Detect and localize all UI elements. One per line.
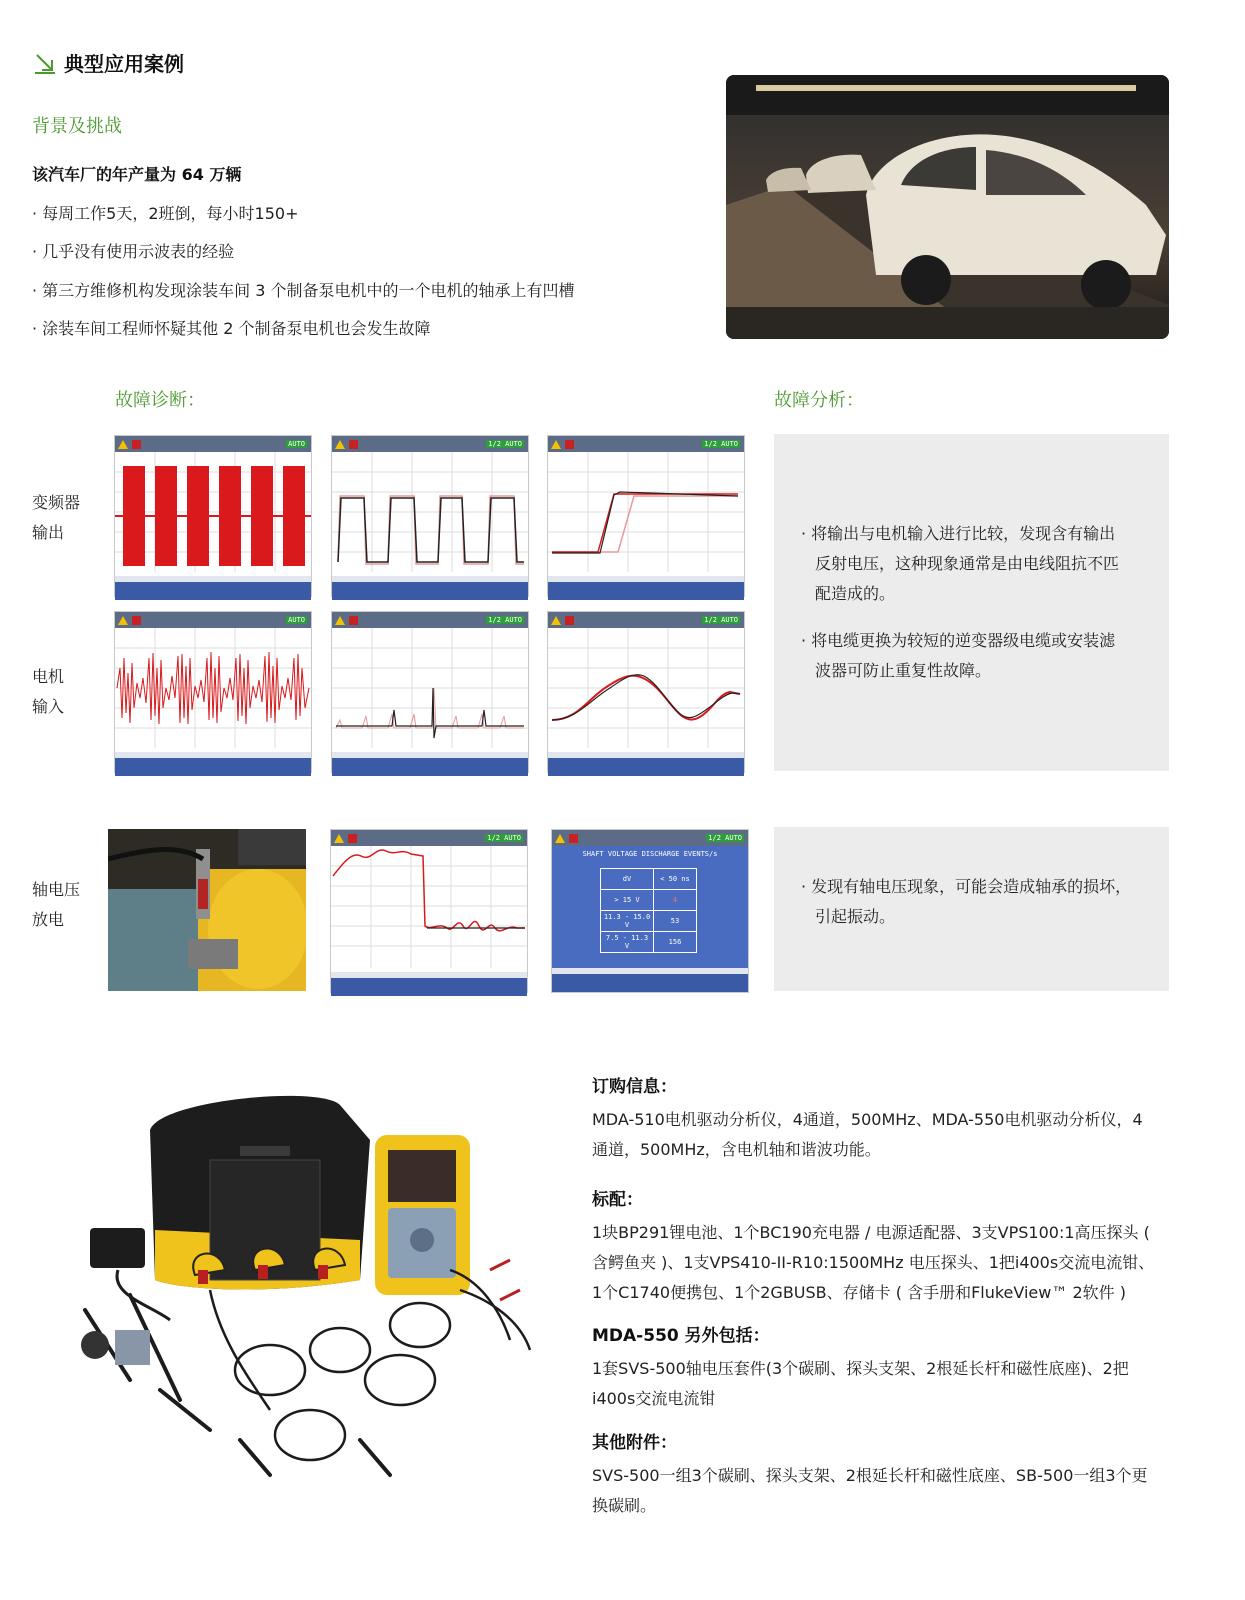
scope-screen [331,611,529,773]
waveform-chart [115,628,311,748]
factory-photo [726,75,1169,339]
extra-heading: MDA-550 另外包括： [592,1326,770,1346]
standard-body [592,1218,1154,1308]
row-label-inverter [32,488,80,548]
table-cell: 53 [654,911,697,932]
analysis-text [801,519,1119,686]
row-label-line: 放电 [32,910,65,929]
standard-line: 含鳄鱼夹 )、1支VPS410-II-R10:1500MHz 电压探头、1把i400s交流电流钳、 [592,1253,1155,1272]
analysis-line: · 发现有轴电压现象，可能会造成轴承的损坏， [801,877,1132,896]
waveform-chart [332,452,528,572]
bullet-item: · 第三方维修机构发现涂装车间 3 个制备泵电机中的一个电机的轴承上有凹槽 [32,281,575,300]
scope-screen [551,829,749,993]
scope-screen [114,611,312,773]
order-line: MDA-510电机驱动分析仪，4通道，500MHz、MDA-550电机驱动分析仪，4 [592,1110,1143,1129]
row-label-line: 输出 [32,523,65,542]
event-table [600,868,697,953]
standard-line: 1个C1740便携包、1个2GBUSB、存储卡 ( 含手册和FlukeView™ 2软件 ) [592,1283,1126,1302]
arrow-down-right-icon [34,52,56,74]
analysis-panel [774,434,1169,771]
waveform-chart [548,452,744,572]
row-label-motor [32,662,64,722]
waveform-chart [115,452,311,572]
product-kit-photo [70,1080,550,1500]
bullet-item: · 几乎没有使用示波表的经验 [32,242,235,261]
table-cell: dV [601,869,654,890]
scope-screen [547,611,745,773]
scope-screen [330,829,528,993]
table-cell: 4 [654,890,697,911]
analysis-heading: 故障分析： [774,390,864,411]
section-title [34,48,184,77]
scope-mode-label: 1/2 AUTO [704,616,738,624]
order-heading: 订购信息： [592,1077,677,1097]
discharge-table [552,846,748,968]
row-label-line: 轴电压 [32,880,81,899]
row-label-line: 电机 [32,667,65,686]
bullet-item: · 涂装车间工程师怀疑其他 2 个制备泵电机也会发生故障 [32,319,431,338]
background-heading: 背景及挑战 [32,116,122,137]
row-label-shaft [32,875,80,935]
scope-mode-label: 1/2 AUTO [704,440,738,448]
accessories-line: 换碳刷。 [592,1496,657,1515]
standard-heading: 标配： [592,1190,643,1210]
bullet-item: · 每周工作5天，2班倒，每小时150+ [32,204,299,223]
waveform-chart [548,628,744,748]
order-body [592,1105,1143,1165]
scope-screen [547,435,745,597]
table-cell: > 15 V [601,890,654,911]
extra-line: 1套SVS-500轴电压套件(3个碳刷、探头支架、2根延长杆和磁性底座)、2把 [592,1359,1129,1378]
table-title: SHAFT VOLTAGE DISCHARGE EVENTS/s [582,850,718,858]
analysis-line: 反射电压，这种现象通常是由电线阻抗不匹 [815,554,1120,573]
scope-mode-label: AUTO [288,440,305,448]
scope-screen [331,435,529,597]
accessories-line: SVS-500一组3个碳刷、探头支架、2根延长杆和磁性底座、SB-500一组3个更 [592,1466,1148,1485]
table-cell: 156 [654,932,697,953]
analysis-line: 波器可防止重复性故障。 [815,661,992,680]
analysis-line: 配造成的。 [815,584,896,603]
analysis-text [801,872,1131,932]
row-label-line: 变频器 [32,493,81,512]
waveform-chart [331,846,527,968]
analysis-panel [774,827,1169,991]
scope-mode-label: 1/2 AUTO [488,440,522,448]
table-cell: 7.5 - 11.3 V [601,932,654,953]
shaft-photo [108,829,306,991]
accessories-heading: 其他附件： [592,1433,677,1453]
extra-body [592,1354,1129,1414]
analysis-line: · 将输出与电机输入进行比较，发现含有输出 [801,524,1116,543]
accessories-body [592,1461,1148,1521]
standard-line: 1块BP291锂电池、1个BC190充电器 / 电源适配器、3支VPS100:1高压探头 ( [592,1223,1150,1242]
scope-screen [114,435,312,597]
extra-line: i400s交流电流钳 [592,1389,716,1408]
analysis-line: 引起振动。 [815,907,896,926]
table-cell: < 50 ns [654,869,697,890]
section-title-text: 典型应用案例 [64,52,184,76]
table-cell: 11.3 - 15.0 V [601,911,654,932]
analysis-line: · 将电缆更换为较短的逆变器级电缆或安装滤 [801,631,1116,650]
scope-mode-label: 1/2 AUTO [708,834,742,842]
waveform-chart [332,628,528,748]
scope-mode-label: AUTO [288,616,305,624]
lead-text: 该汽车厂的年产量为 64 万辆 [32,165,242,184]
order-line: 通道，500MHz，含电机轴和谐波功能。 [592,1140,881,1159]
scope-mode-label: 1/2 AUTO [487,834,521,842]
scope-mode-label: 1/2 AUTO [488,616,522,624]
diagnosis-heading: 故障诊断： [115,390,205,411]
row-label-line: 输入 [32,697,65,716]
